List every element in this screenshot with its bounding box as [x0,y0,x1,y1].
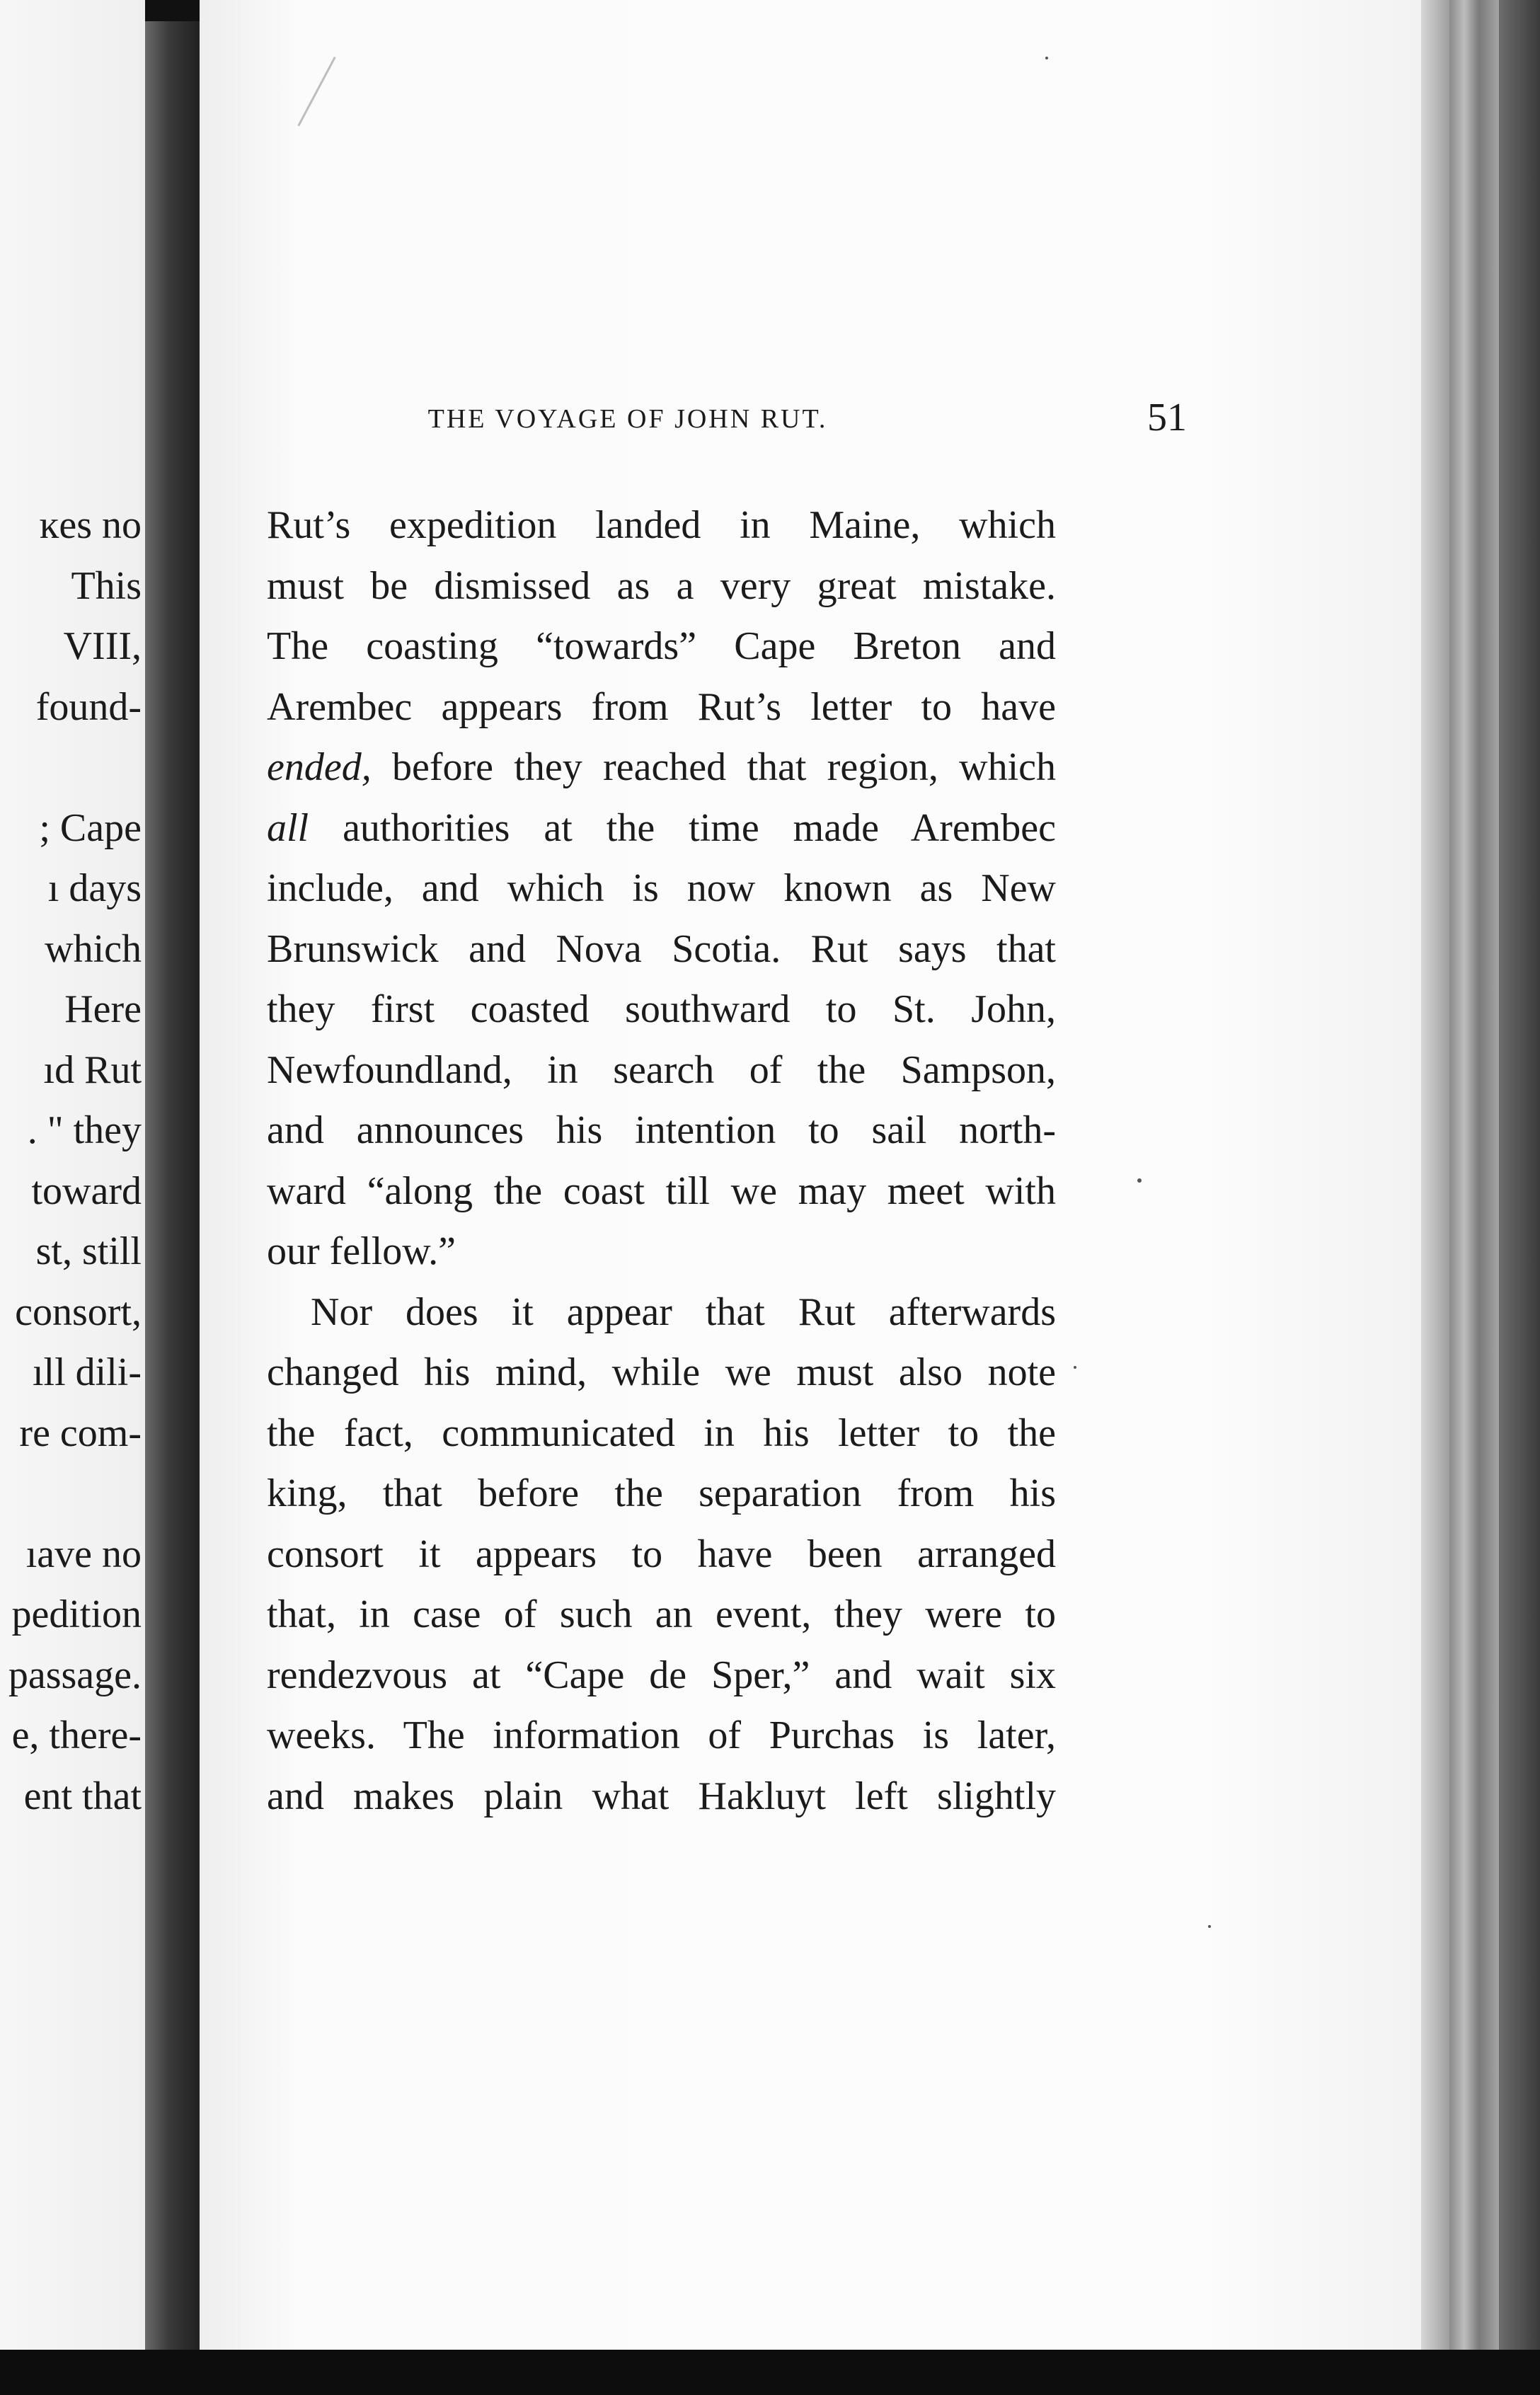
fragment-line: VIII, [63,624,142,668]
scan-bottom-border [0,2350,1540,2395]
text-line: ward “along the coast till we may meet with [267,1168,1056,1213]
fragment-line: st, still [35,1229,142,1273]
text-line: The coasting “towards” Cape Breton and [267,624,1056,668]
text-line: weeks. The information of Purchas is later, [267,1713,1056,1757]
text-line: rendezvous at “Cape de Sper,” and wait six [267,1653,1056,1697]
fragment-line: ı days [47,866,142,910]
italic-word: all [267,805,309,850]
fragment-line: re com- [19,1411,142,1455]
text-line: include, and which is now known as New [267,866,1056,910]
fragment-line: toward [31,1168,142,1213]
fragment-line [0,737,142,798]
page-51 [200,0,1445,2350]
fragment-line: This [71,563,142,608]
fragment-line [0,1464,142,1524]
fragment-line: ıd Rut [43,1047,142,1092]
page-stack-edges [1449,0,1499,2350]
scan-speck [1045,57,1048,59]
fragment-line: consort, [15,1290,142,1334]
binding-gutter-top [145,0,202,21]
text-line: our fellow.” [267,1229,456,1273]
fragment-line: which [45,926,142,971]
fragment-line: ; Cape [39,805,142,850]
scan-scratch-mark [297,57,335,127]
fragment-line: pedition [11,1592,142,1636]
text-line: Newfoundland, in search of the Sampson, [267,1047,1056,1092]
text-line: they first coasted southward to St. John, [267,987,1056,1031]
book-cover-edge [1499,0,1540,2350]
text-line: Arembec appears from Rut’s letter to have [267,684,1056,729]
text-line: must be dismissed as a very great mistake. [267,563,1056,608]
facing-page-text-fragments [0,495,142,1827]
fragment-line: passage. [8,1653,142,1697]
fragment-line: . " they [27,1108,142,1152]
scan-speck [1208,1925,1211,1928]
text-line: the fact, communicated in his letter to the [267,1411,1056,1455]
body-text [267,495,1056,1827]
text-line: Nor does it appear that Rut afterwards [311,1290,1056,1334]
page-number: 51 [1147,396,1187,440]
text-line: ended, before they reached that region, which [267,745,1056,789]
running-head: THE VOYAGE OF JOHN RUT. [427,404,828,434]
text-line: king, that before the separation from his [267,1471,1056,1515]
fragment-line: ĸes no [39,503,142,547]
text-line: that, in case of such an event, they were to [267,1592,1056,1636]
scan-speck [1137,1178,1142,1183]
text-line: consort it appears to have been arranged [267,1532,1056,1576]
italic-word: ended, [267,745,372,789]
fragment-line: e, there- [11,1713,142,1757]
text-line: all authorities at the time made Arembec [267,805,1056,850]
text-line: changed his mind, while we must also note [267,1350,1056,1394]
text-line: Brunswick and Nova Scotia. Rut says that [267,926,1056,971]
fragment-line: found- [35,684,142,729]
fragment-line: ent that [23,1774,142,1818]
text-line: and makes plain what Hakluyt left slightly [267,1774,1056,1818]
fragment-line: Here [64,987,142,1031]
text-line: Rut’s expedition landed in Maine, which [267,503,1056,547]
scan-speck [1074,1366,1076,1369]
fragment-line: ıll dili- [33,1350,142,1394]
page-edge-shadow [1421,0,1449,2350]
text-line: and announces his intention to sail north- [267,1108,1056,1152]
fragment-line: ıave no [25,1532,142,1576]
